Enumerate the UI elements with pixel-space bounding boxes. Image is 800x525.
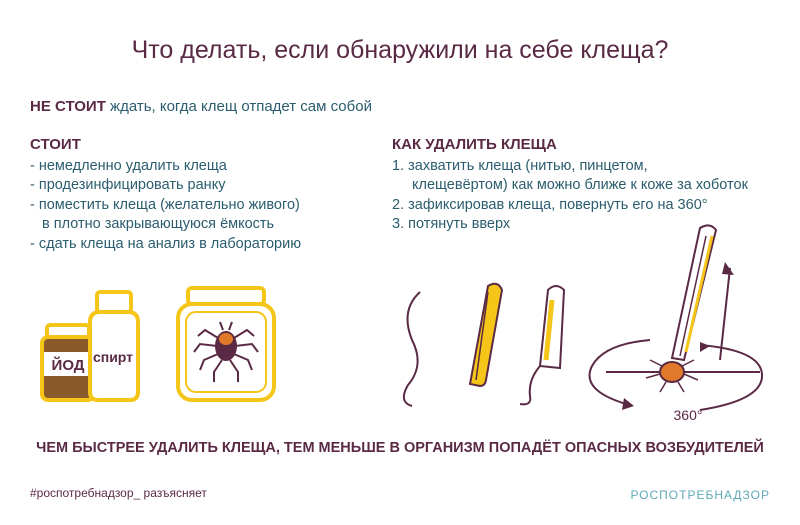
should-heading: СТОИТ [30, 136, 81, 153]
hashtag-link[interactable]: #роспотребнадзор_ разъясняет [30, 486, 207, 500]
how-to-remove-item: 2. зафиксировав клеща, повернуть его на 360° [392, 196, 708, 213]
iodine-label: ЙОД [51, 357, 85, 374]
spirit-bottle [90, 292, 138, 400]
dont-text: ждать, когда клещ отпадет сам собой [105, 98, 372, 115]
thread-icon [404, 292, 420, 406]
rotation-diagram [590, 225, 763, 423]
page-title: Что делать, если обнаружили на себе клеща? [131, 36, 669, 64]
brand-logo: РОСПОТРЕБНАДЗОР [630, 488, 770, 502]
rotation-label: 360° [673, 407, 703, 423]
tweezers-icon [470, 284, 502, 386]
spirit-label: спирт [92, 349, 134, 365]
iodine-jar [42, 325, 94, 400]
how-to-remove-item: 1. захватить клеща (нитью, пинцетом, [392, 157, 648, 174]
how-to-remove-heading: КАК УДАЛИТЬ КЛЕЩА [392, 136, 557, 153]
should-item: в плотно закрывающуюся ёмкость [42, 216, 275, 232]
tick-twister-icon [520, 286, 564, 404]
tick-container [178, 288, 274, 400]
should-item: - поместить клеща (желательно живого) [30, 196, 300, 213]
should-item: - продезинфицировать ранку [30, 177, 226, 193]
bottom-note: ЧЕМ БЫСТРЕЕ УДАЛИТЬ КЛЕЩА, ТЕМ МЕНЬШЕ В ОРГАНИЗМ ПОПАДЁТ ОПАСНЫХ ВОЗБУДИТЕЛЕЙ [36, 440, 764, 456]
dont-emphasis: НЕ СТОИТ [30, 98, 106, 115]
should-item: - сдать клеща на анализ в лабораторию [30, 235, 302, 252]
should-item: - немедленно удалить клеща [30, 157, 227, 174]
how-to-remove-item: клещевёртом) как можно ближе к коже за хоботок [412, 177, 748, 193]
how-to-remove-item: 3. потянуть вверх [392, 216, 511, 232]
